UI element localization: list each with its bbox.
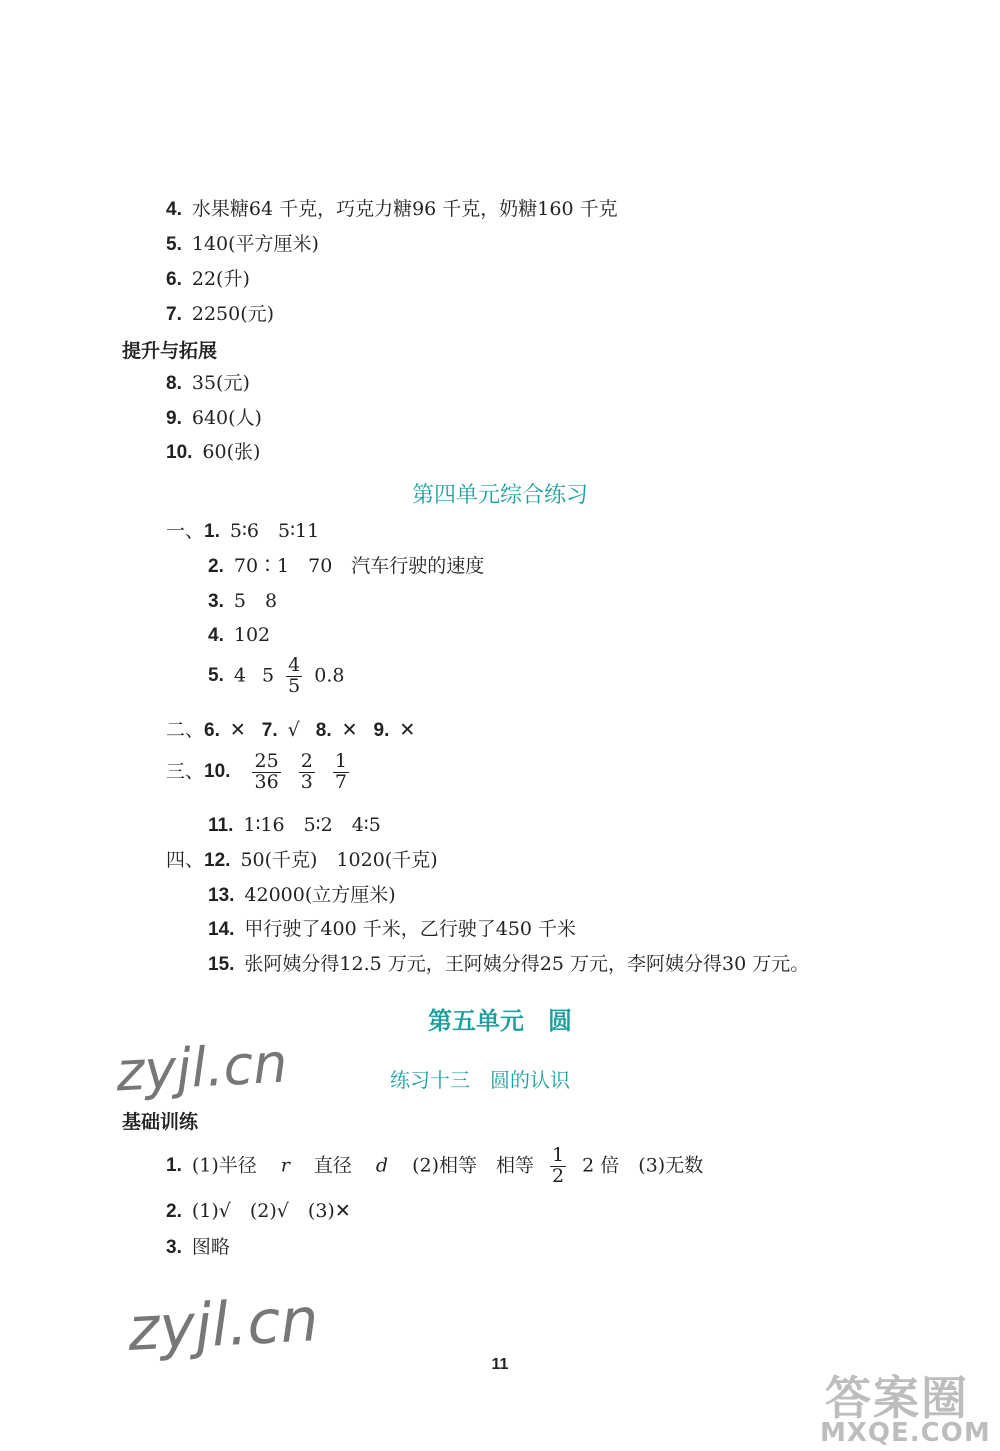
item-text: 2250(元) (191, 303, 275, 325)
item-text: (1)√ (2)√ (3)✕ (191, 1200, 351, 1222)
item-text: 5∶6 5∶11 (229, 520, 320, 542)
judgement-mark: ✕ (399, 719, 416, 741)
unit4-q14 (208, 916, 576, 943)
fraction (286, 656, 302, 697)
item-text: 5 8 (233, 590, 278, 612)
answer-item-5 (166, 231, 319, 258)
part-prefix: 三、 (166, 760, 205, 783)
judgement-mark: ✕ (341, 719, 358, 741)
item-number: 3. (208, 591, 224, 612)
item-text: 102 (233, 624, 271, 646)
unit4-q5 (208, 656, 344, 697)
item-number: 6. (166, 269, 182, 290)
section-heading-basic: 基础训练 (122, 1111, 199, 1133)
fraction (550, 1146, 566, 1187)
answer-item-4 (166, 196, 618, 223)
value-c: 0.8 (314, 664, 345, 687)
unit4-q2 (208, 553, 484, 580)
item-number: 6. (204, 720, 220, 741)
part-prefix: 一、 (166, 520, 205, 542)
item-number: 11. (208, 815, 234, 836)
unit5-title: 第五单元 圆 (428, 1007, 572, 1035)
item-number: 9. (166, 408, 182, 429)
fraction-denominator: 7 (334, 770, 347, 793)
item-number: 8. (315, 720, 332, 741)
fraction-numerator: 4 (288, 654, 301, 676)
item-number: 4. (166, 199, 182, 220)
item-text: (1)半径 (191, 1154, 257, 1177)
section-heading-extension: 提升与拓展 (122, 340, 218, 362)
item-number: 12. (204, 850, 231, 871)
unit4-title: 第四单元综合练习 (411, 483, 588, 508)
judgement-mark: √ (287, 719, 300, 741)
item-text: 张阿姨分得12.5 万元，王阿姨分得25 万元，李阿姨分得30 万元。 (244, 953, 810, 975)
fraction-denominator: 2 (552, 1164, 565, 1187)
answer-item-7 (166, 301, 274, 328)
unit4-q12 (166, 847, 438, 874)
unit5-q1 (166, 1146, 703, 1187)
item-number: 8. (166, 373, 182, 394)
answer-item-8 (166, 370, 250, 397)
item-number: 4. (208, 625, 224, 646)
item-number: 3. (166, 1237, 182, 1258)
footer-url: MXQE.COM (820, 1418, 991, 1448)
fraction-numerator: 25 (254, 750, 279, 772)
item-text: 22(升) (191, 268, 250, 290)
fraction-numerator: 1 (552, 1144, 565, 1166)
item-number: 1. (204, 521, 220, 542)
answer-item-10 (166, 439, 260, 466)
item-text: 直径 (313, 1154, 352, 1177)
fraction-denominator: 36 (254, 770, 279, 793)
unit4-part2 (166, 717, 415, 744)
fraction (252, 752, 280, 793)
item-number: 10. (166, 442, 193, 463)
page-number: 11 (491, 1356, 509, 1373)
fraction-denominator: 3 (300, 770, 313, 793)
value-b: 5 (261, 664, 275, 687)
item-text: (2)相等 相等 (412, 1154, 534, 1177)
footer-logo: 答案圈 (825, 1371, 969, 1425)
item-text: 140(平方厘米) (191, 233, 319, 255)
part-prefix: 四、 (166, 849, 205, 871)
judgement-mark: ✕ (229, 719, 246, 741)
unit4-q15 (208, 951, 809, 978)
item-number: 1. (166, 1155, 182, 1177)
item-text: 甲行驶了400 千米，乙行驶了450 千米 (244, 918, 577, 940)
item-text: 图略 (191, 1236, 230, 1258)
watermark: zyjl.cn (114, 1031, 289, 1104)
fraction-denominator: 5 (288, 674, 301, 697)
variable-r: r (280, 1154, 290, 1177)
answer-item-6 (166, 266, 250, 293)
item-text: 水果糖64 千克，巧克力糖96 千克，奶糖160 千克 (191, 198, 618, 220)
unit4-q11 (208, 812, 381, 839)
unit5-subtitle: 练习十三 圆的认识 (390, 1068, 570, 1092)
item-number: 9. (373, 720, 390, 741)
item-number: 14. (208, 919, 235, 940)
value-a: 4 (233, 664, 246, 687)
item-text: 640(人) (191, 407, 262, 429)
unit4-q13 (208, 882, 396, 909)
item-number: 5. (208, 665, 224, 687)
watermark: zyjl.cn (126, 1285, 321, 1365)
answer-item-9 (166, 405, 262, 432)
item-text: 2 倍 (3)无数 (582, 1154, 704, 1177)
fraction (299, 752, 315, 793)
item-text: 50(千克) 1020(千克) (240, 849, 438, 871)
unit4-q1 (166, 518, 319, 545)
fraction-numerator: 2 (300, 750, 313, 772)
item-number: 10. (204, 761, 231, 783)
fraction (333, 752, 349, 793)
item-number: 2. (166, 1201, 182, 1222)
unit4-q4 (208, 622, 270, 649)
unit4-q10 (166, 752, 355, 793)
part-prefix: 二、 (166, 719, 205, 741)
item-number: 7. (261, 720, 278, 741)
unit5-q2 (166, 1198, 351, 1225)
item-text: 35(元) (191, 372, 250, 394)
item-text: 70∶1 70 汽车行驶的速度 (233, 555, 485, 577)
unit4-q3 (208, 588, 277, 615)
item-number: 5. (166, 234, 182, 255)
item-number: 2. (208, 556, 224, 577)
item-number: 13. (208, 885, 235, 906)
item-text: 60(张) (202, 441, 261, 463)
item-number: 7. (166, 304, 182, 325)
fraction-numerator: 1 (334, 750, 347, 772)
item-number: 15. (208, 954, 235, 975)
unit5-q3 (166, 1234, 230, 1261)
item-text: 42000(立方厘米) (244, 884, 396, 906)
item-text: 1∶16 5∶2 4∶5 (243, 814, 381, 836)
variable-d: d (375, 1154, 389, 1177)
